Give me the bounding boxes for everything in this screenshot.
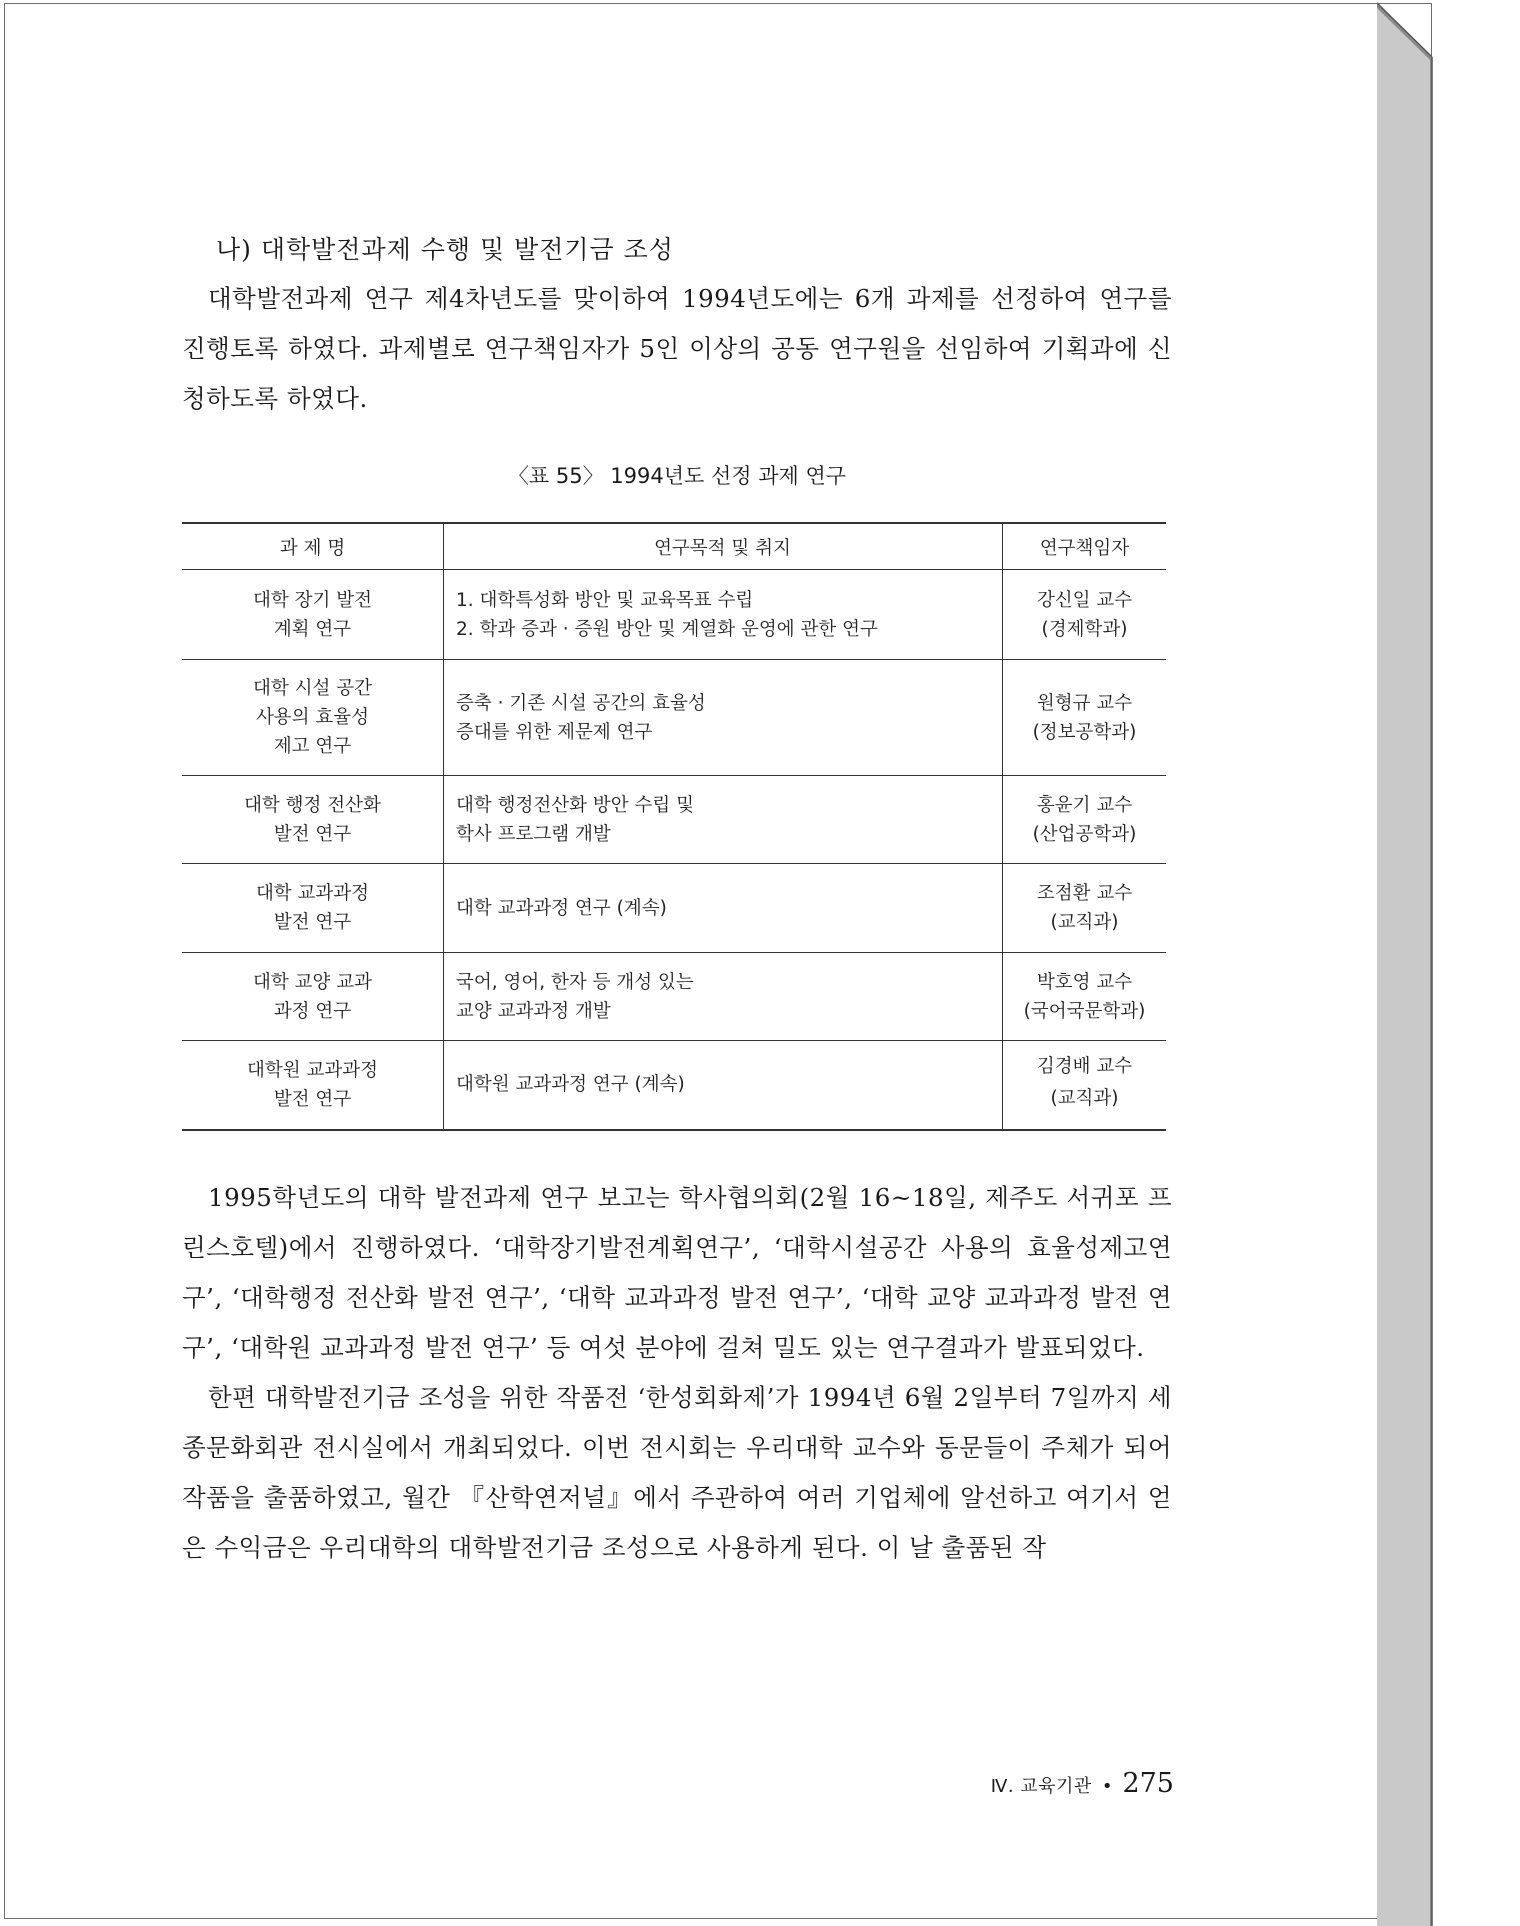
lead-dept: (경제학과) <box>1041 618 1128 640</box>
research-table <box>182 522 1166 1131</box>
row-title <box>182 776 444 864</box>
footer-bullet: • <box>1101 1776 1113 1797</box>
purpose-line: 교양 교과과정 개발 <box>456 1000 611 1022</box>
row-lead <box>1003 570 1167 660</box>
row-title <box>182 864 444 953</box>
lead-name: 홍윤기 교수 <box>1036 794 1133 816</box>
title-line: 과정 연구 <box>273 1000 352 1022</box>
row-purpose <box>444 864 1003 953</box>
lead-dept: (교직과) <box>1050 1088 1119 1110</box>
row-lead <box>1003 660 1167 776</box>
purpose-line: 1. 대학특성화 방안 및 교육목표 수립 <box>456 589 754 611</box>
title-line: 발전 연구 <box>273 1088 352 1110</box>
title-line: 발전 연구 <box>273 823 352 845</box>
title-line: 계획 연구 <box>273 618 352 640</box>
table-caption: 〈표 55〉 1994년도 선정 과제 연구 <box>507 464 847 488</box>
table-row <box>182 864 1166 953</box>
header-lead: 연구책임자 <box>1003 523 1167 570</box>
table-row <box>182 953 1166 1041</box>
page-number: 275 <box>1122 1768 1174 1799</box>
row-purpose <box>444 660 1003 776</box>
purpose-line: 대학 행정전산화 방안 수립 및 <box>456 794 694 816</box>
title-line: 사용의 효율성 <box>255 707 370 728</box>
lead-name: 원형규 교수 <box>1036 692 1133 714</box>
page-content <box>182 230 1172 1573</box>
footer-section: Ⅳ. 교육기관 <box>990 1776 1092 1797</box>
lead-name: 박호영 교수 <box>1036 971 1133 993</box>
page-footer <box>980 1768 1174 1799</box>
purpose-line: 국어, 영어, 한자 등 개성 있는 <box>456 971 694 993</box>
row-title <box>182 953 444 1041</box>
row-lead <box>1003 776 1167 864</box>
row-title <box>182 1041 444 1130</box>
header-title: 과 제 명 <box>182 523 444 570</box>
intro-paragraph: 대학발전과제 연구 제4차년도를 맞이하여 1994년도에는 6개 과제를 선정하여 연구를 진행토록 하였다. 과제별로 연구책임자가 5인 이상의 공동 연구원을 선임하여 기획과에 신청하도록 하였다. <box>182 284 1172 413</box>
report-paragraph: 1995학년도의 대학 발전과제 연구 보고는 학사협의회(2월 16~18일, 제주도 서귀포 프린스호텔)에서 진행하였다. ‘대학장기발전계획연구’, ‘대학시설공간 사용의 효율성제고연구’, ‘대학행정 전산화 발전 연구’, ‘대학 교과과정 발전 연구’, ‘대학 교양 교과과정 발전 연구’, ‘대학원 교과과정 발전 연구’ 등 여섯 분야에 걸쳐 밀도 있는 연구결과가 발표되었다. <box>182 1182 1172 1362</box>
lead-name: 김경배 교수 <box>1036 1056 1133 1078</box>
row-lead <box>1003 953 1167 1041</box>
section-heading: 나) 대학발전과제 수행 및 발전기금 조성 <box>216 235 674 264</box>
row-purpose <box>444 1041 1003 1130</box>
row-purpose <box>444 953 1003 1041</box>
purpose-line: 대학 교과과정 연구 (계속) <box>456 897 667 919</box>
lead-name: 조점환 교수 <box>1036 883 1133 904</box>
lead-dept: (국어국문학과) <box>1023 1000 1146 1022</box>
table-row <box>182 776 1166 864</box>
title-line: 대학 시설 공간 <box>253 678 372 699</box>
purpose-line: 증대를 위한 제문제 연구 <box>456 721 653 743</box>
purpose-line: 증축 · 기존 시설 공간의 효율성 <box>456 692 706 714</box>
table-row <box>182 660 1166 776</box>
purpose-line: 학사 프로그램 개발 <box>456 823 611 845</box>
row-title <box>182 660 444 776</box>
title-line: 발전 연구 <box>273 912 352 933</box>
title-line: 대학 행정 전산화 <box>244 794 381 816</box>
row-purpose <box>444 776 1003 864</box>
table-row <box>182 570 1166 660</box>
purpose-line: 2. 학과 증과 · 증원 방안 및 계열화 운영에 관한 연구 <box>456 618 878 640</box>
row-title <box>182 570 444 660</box>
lead-dept: (교직과) <box>1050 912 1119 933</box>
lead-name: 강신일 교수 <box>1036 589 1133 611</box>
title-line: 대학 장기 발전 <box>253 589 372 611</box>
title-line: 제고 연구 <box>273 736 352 757</box>
row-lead <box>1003 864 1167 953</box>
title-line: 대학원 교과과정 <box>247 1059 378 1081</box>
title-line: 대학 교과과정 <box>255 883 370 904</box>
purpose-line: 대학원 교과과정 연구 (계속) <box>456 1074 685 1096</box>
table-row <box>182 1041 1166 1130</box>
row-lead <box>1003 1041 1167 1130</box>
lead-dept: (정보공학과) <box>1032 721 1137 743</box>
title-line: 대학 교양 교과 <box>253 971 372 993</box>
table-header-row <box>182 523 1166 570</box>
row-purpose <box>444 570 1003 660</box>
header-purpose: 연구목적 및 취지 <box>444 523 1003 570</box>
lead-dept: (산업공학과) <box>1032 823 1137 845</box>
exhibition-paragraph: 한편 대학발전기금 조성을 위한 작품전 ‘한성회화제’가 1994년 6월 2일부터 7일까지 세종문화회관 전시실에서 개최되었다. 이번 전시회는 우리대학 교수와 동문들이 주체가 되어 작품을 출품하였고, 월간 『산학연저널』에서 주관하여 여러 기업체에 알선하고 여기서 얻은 수익금은 우리대학의 대학발전기금 조성으로 사용하게 된다. 이 날 출품된 작 <box>182 1382 1172 1562</box>
